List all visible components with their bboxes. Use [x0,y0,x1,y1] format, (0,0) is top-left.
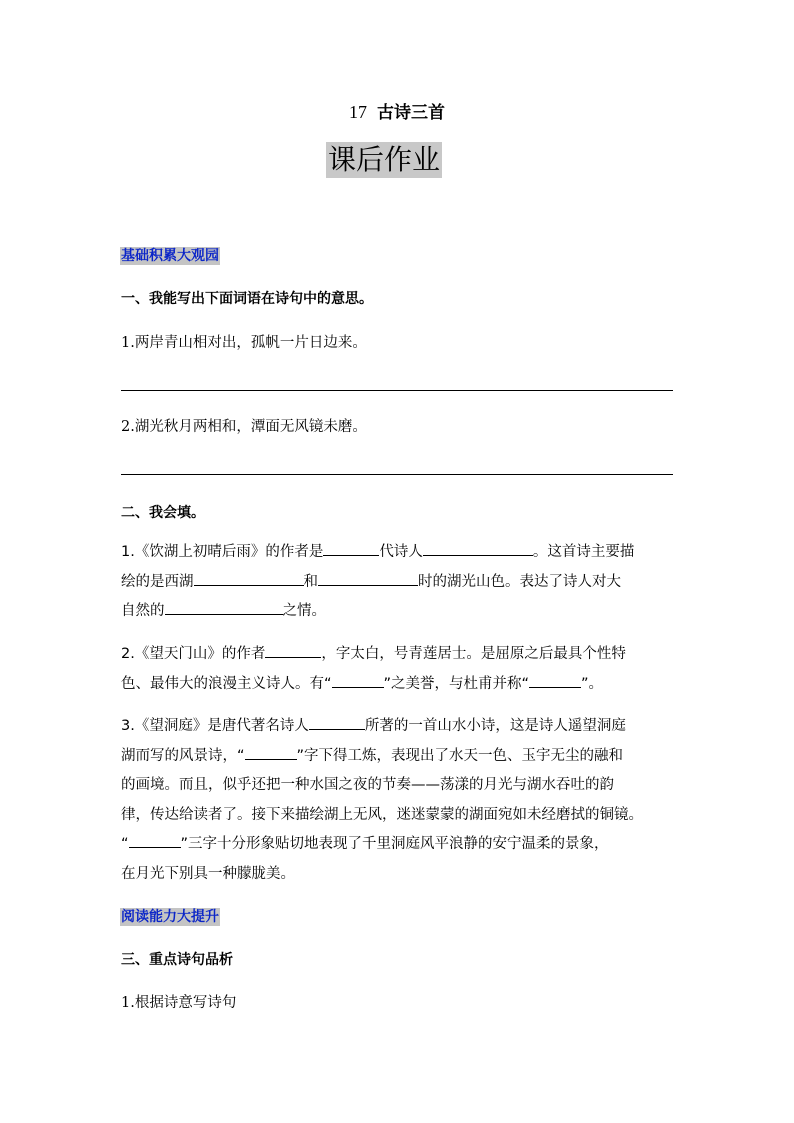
question-2-item-2: 2.《望天门山》的作者 ，字太白，号青莲居士。是屈原之后最具个性特 色、最伟大的浪漫主义诗人。有“ ”之美誉，与杜甫并称“ ”。 [121,646,626,692]
blank-author[interactable] [265,656,321,658]
answer-line-1[interactable] [121,390,673,391]
blank-scene-2[interactable] [318,584,418,586]
blank-poet[interactable] [423,554,533,556]
question-3-heading: 三、重点诗句品析 [121,952,233,968]
section-banner-reading-text: 阅读能力大提升 [121,909,219,925]
blank-dynasty[interactable] [323,554,379,556]
question-1-item-1: 1.两岸青山相对出，孤帆一片日边来。 [121,335,367,351]
blank-word[interactable] [245,758,297,760]
question-2-item-1: 1.《饮湖上初晴后雨》的作者是 代诗人 。这首诗主要描 绘的是西湖 和 时的湖光山色。表达了诗人对大 自然的 之情。 [121,544,635,619]
question-1-heading: 一、我能写出下面词语在诗句中的意思。 [121,291,373,307]
blank-scene-1[interactable] [194,584,304,586]
blank-honor[interactable] [332,686,384,688]
blank-poet-3[interactable] [309,728,365,730]
blank-title[interactable] [529,686,581,688]
lesson-title-text: 古诗三首 [377,103,445,123]
question-2-heading: 二、我会填。 [121,505,205,521]
section-banner-reading [120,906,220,926]
blank-feeling[interactable] [165,613,283,615]
question-3-item-1: 1.根据诗意写诗句 [121,995,237,1011]
question-2-item-3: 3.《望洞庭》是唐代著名诗人 所著的一首山水小诗，这是诗人遥望洞庭 湖而写的风景诗，“ ”字下得工炼，表现出了水天一色、玉宇无尘的融和 的画境。而且，似乎还把一种水国之夜的节奏——荡漾的月光与湖水吞吐的韵 律，传达给读者了。接下来描绘湖上无风，迷迷蒙蒙的湖面宛如未经磨拭的铜镜。 “ ”三字十分形象贴切地表现了千里洞庭风平浪静的安宁温柔的景象， 在月光下别具一种朦胧美。 [121,718,643,882]
page-subtitle: 课后作业 [327,143,440,176]
blank-phrase[interactable] [129,846,181,848]
lesson-number: 17 [349,102,367,122]
lesson-title [0,98,794,123]
section-banner-basic [120,245,220,265]
question-1-item-2: 2.湖光秋月两相和，潭面无风镜未磨。 [121,419,367,435]
section-banner-basic-text: 基础积累大观园 [121,248,219,264]
answer-line-2[interactable] [121,474,673,475]
